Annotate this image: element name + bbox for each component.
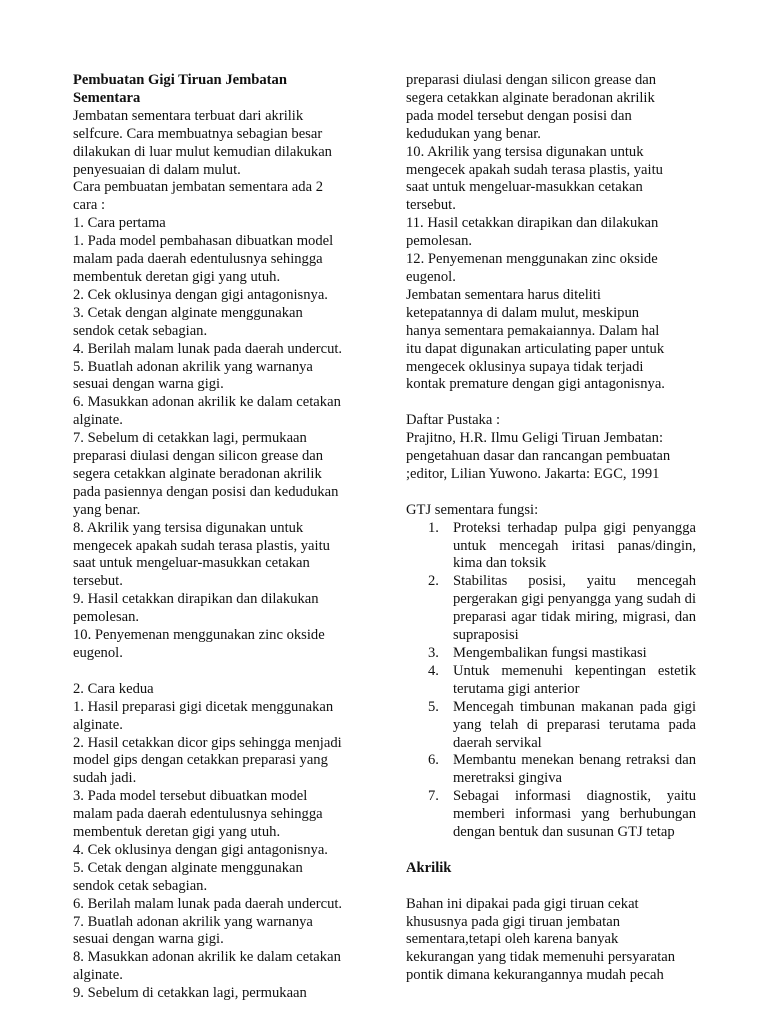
text-line: eugenol. bbox=[406, 268, 456, 285]
blank-line bbox=[406, 484, 702, 502]
text-line: Jembatan sementara harus diteliti bbox=[406, 286, 601, 303]
text-line: 5. Buatlah adonan akrilik yang warnanya bbox=[73, 358, 313, 375]
text-line: 6. Masukkan adonan akrilik ke dalam cetakan bbox=[73, 394, 341, 411]
text-line: yang benar. bbox=[73, 501, 141, 518]
text-line: kekurangan yang tidak memenuhi persyaratan bbox=[406, 949, 676, 966]
list-number: 6. bbox=[428, 752, 439, 769]
text-line: membentuk deretan gigi yang utuh. bbox=[73, 824, 281, 841]
text-line: 10. Akrilik yang tersisa digunakan untuk bbox=[406, 143, 644, 160]
list-number: 4. bbox=[428, 662, 439, 679]
text-line: sendok cetak sebagian. bbox=[73, 877, 208, 894]
text-line: model gips dengan cetakkan preparasi yang bbox=[73, 752, 328, 769]
list-text: Sebagai informasi diagnostik, yaitu memberi informasi yang berhubungan dengan bentuk dan susunan GTJ tetap bbox=[453, 788, 696, 841]
text-line: saat untuk mengeluar-masukkan cetakan bbox=[406, 179, 643, 196]
text-line: sesuai dengan warna gigi. bbox=[73, 931, 224, 948]
text-line: penyesuaian di dalam mulut. bbox=[73, 161, 241, 178]
list-item bbox=[428, 519, 702, 574]
list-item bbox=[428, 662, 702, 699]
list-number: 3. bbox=[428, 644, 439, 661]
text-line: 2. Cara kedua bbox=[73, 680, 154, 697]
section-heading-akrilik: Akrilik bbox=[406, 859, 452, 876]
left-column bbox=[73, 72, 369, 1003]
text-line: 8. Masukkan adonan akrilik ke dalam cetakan bbox=[73, 949, 341, 966]
text-line: 3. Cetak dengan alginate menggunakan bbox=[73, 304, 303, 321]
text-line: 1. Cara pertama bbox=[73, 215, 166, 232]
text-line: Bahan ini dipakai pada gigi tiruan cekat bbox=[406, 895, 639, 912]
list-item bbox=[428, 788, 702, 842]
text-line: 2. Cek oklusinya dengan gigi antagonisnya. bbox=[73, 286, 328, 303]
text-line: 12. Penyemenan menggunakan zinc okside bbox=[406, 251, 658, 268]
text-line: hanya sementara pemakaiannya. Dalam hal bbox=[406, 322, 660, 339]
text-line: tersebut. bbox=[73, 573, 123, 590]
text-line: 4. Cek oklusinya dengan gigi antagonisnya. bbox=[73, 841, 328, 858]
text-line: itu dapat digunakan articulating paper untuk bbox=[406, 340, 665, 357]
text-line: 5. Cetak dengan alginate menggunakan bbox=[73, 859, 303, 876]
list-number: 5. bbox=[428, 698, 439, 715]
right-column bbox=[406, 72, 702, 985]
text-line: alginate. bbox=[73, 412, 123, 429]
text-line: sesuai dengan warna gigi. bbox=[73, 376, 224, 393]
blank-line bbox=[406, 878, 702, 896]
fungsi-list bbox=[406, 520, 702, 842]
text-line: malam pada daerah edentulusnya sehingga bbox=[73, 251, 323, 268]
list-text: Mengembalikan fungsi mastikasi bbox=[453, 644, 647, 661]
list-text: Membantu menekan benang retraksi dan meretraksi gingiva bbox=[453, 752, 696, 787]
blank-line bbox=[406, 842, 702, 860]
text-line: pengetahuan dasar dan rancangan pembuatan bbox=[406, 448, 671, 465]
text-line: pada pasiennya dengan posisi dan kedudukan bbox=[73, 483, 339, 500]
text-line: 7. Buatlah adonan akrilik yang warnanya bbox=[73, 913, 313, 930]
text-line: mengecek oklusinya supaya tidak terjadi bbox=[406, 358, 644, 375]
list-text: Proteksi terhadap pulpa gigi penyangga untuk mencegah iritasi panas/dingin, kima dan toksik bbox=[453, 519, 696, 572]
text-line: 10. Penyemenan menggunakan zinc okside bbox=[73, 627, 325, 644]
text-line: sementara,tetapi oleh karena banyak bbox=[406, 931, 619, 948]
text-line: 3. Pada model tersebut dibuatkan model bbox=[73, 788, 308, 805]
text-line: 8. Akrilik yang tersisa digunakan untuk bbox=[73, 519, 304, 536]
text-line: Daftar Pustaka : bbox=[406, 412, 501, 429]
text-line: pemolesan. bbox=[73, 609, 140, 626]
text-line: preparasi diulasi dengan silicon grease dan bbox=[73, 448, 324, 465]
text-line: 2. Hasil cetakkan dicor gips sehingga menjadi bbox=[73, 734, 342, 751]
text-line: 1. Pada model pembahasan dibuatkan model bbox=[73, 233, 334, 250]
text-line: 7. Sebelum di cetakkan lagi, permukaan bbox=[73, 430, 307, 447]
list-item bbox=[428, 644, 702, 663]
list-item bbox=[428, 752, 702, 788]
text-line: Jembatan sementara terbuat dari akrilik bbox=[73, 107, 304, 124]
text-line: pada model tersebut dengan posisi dan bbox=[406, 107, 632, 124]
list-text: Untuk memenuhi kepentingan estetik terutama gigi anterior bbox=[453, 662, 696, 697]
text-line: 11. Hasil cetakkan dirapikan dan dilakukan bbox=[406, 215, 659, 232]
text-line: Cara pembuatan jembatan sementara ada 2 bbox=[73, 179, 324, 196]
text-line: pemolesan. bbox=[406, 233, 473, 250]
list-text: Stabilitas posisi, yaitu mencegah pergerakan gigi penyangga yang sudah di preparasi agar tidak miring, migrasi, dan supraposisi bbox=[453, 573, 696, 644]
text-line: alginate. bbox=[73, 716, 123, 733]
text-line: ;editor, Lilian Yuwono. Jakarta: EGC, 1991 bbox=[406, 465, 660, 482]
text-line: malam pada daerah edentulusnya sehingga bbox=[73, 806, 323, 823]
text-line: kontak premature dengan gigi antagonisnya. bbox=[406, 376, 665, 393]
list-number: 7. bbox=[428, 788, 439, 805]
text-line: 6. Berilah malam lunak pada daerah undercut. bbox=[73, 895, 343, 912]
blank-line bbox=[406, 394, 702, 412]
text-line: tersebut. bbox=[406, 197, 456, 214]
text-line: saat untuk mengeluar-masukkan cetakan bbox=[73, 555, 310, 572]
text-line: mengecek apakah sudah terasa plastis, yaitu bbox=[73, 537, 330, 554]
list-number: 1. bbox=[428, 519, 439, 536]
text-line: selfcure. Cara membuatnya sebagian besar bbox=[73, 125, 323, 142]
text-line: cara : bbox=[73, 197, 105, 214]
text-line: preparasi diulasi dengan silicon grease dan bbox=[406, 72, 657, 88]
text-line: alginate. bbox=[73, 967, 123, 984]
text-line: segera cetakkan alginate beradonan akrilik bbox=[73, 465, 322, 482]
text-line: Prajitno, H.R. Ilmu Geligi Tiruan Jembatan: bbox=[406, 430, 664, 447]
text-line: sudah jadi. bbox=[73, 770, 137, 787]
text-line: dilakukan di luar mulut kemudian dilakukan bbox=[73, 143, 332, 160]
section-title: Pembuatan Gigi Tiruan Jembatan bbox=[73, 72, 287, 88]
text-line: khususnya pada gigi tiruan jembatan bbox=[406, 913, 620, 930]
section-title: Sementara bbox=[73, 89, 141, 106]
text-line: sendok cetak sebagian. bbox=[73, 322, 208, 339]
text-line: 1. Hasil preparasi gigi dicetak menggunakan bbox=[73, 698, 334, 715]
text-line: 9. Sebelum di cetakkan lagi, permukaan bbox=[73, 985, 307, 1002]
text-line: mengecek apakah sudah terasa plastis, yaitu bbox=[406, 161, 663, 178]
text-line: 4. Berilah malam lunak pada daerah undercut. bbox=[73, 340, 343, 357]
text-line: pontik dimana kekurangannya mudah pecah bbox=[406, 967, 664, 984]
list-text: Mencegah timbunan makanan pada gigi yang telah di preparasi terutama pada daerah servikal bbox=[453, 698, 696, 751]
text-line: GTJ sementara fungsi: bbox=[406, 501, 539, 518]
list-item bbox=[428, 698, 702, 753]
text-line: eugenol. bbox=[73, 645, 123, 661]
text-line: kedudukan yang benar. bbox=[406, 125, 541, 142]
list-item bbox=[428, 573, 702, 645]
list-number: 2. bbox=[428, 573, 439, 590]
text-line: 9. Hasil cetakkan dirapikan dan dilakukan bbox=[73, 591, 319, 608]
text-line: membentuk deretan gigi yang utuh. bbox=[73, 268, 281, 285]
text-line: ketepatannya di dalam mulut, meskipun bbox=[406, 304, 640, 321]
text-line: segera cetakkan alginate beradonan akrilik bbox=[406, 89, 655, 106]
blank-line bbox=[73, 663, 369, 681]
